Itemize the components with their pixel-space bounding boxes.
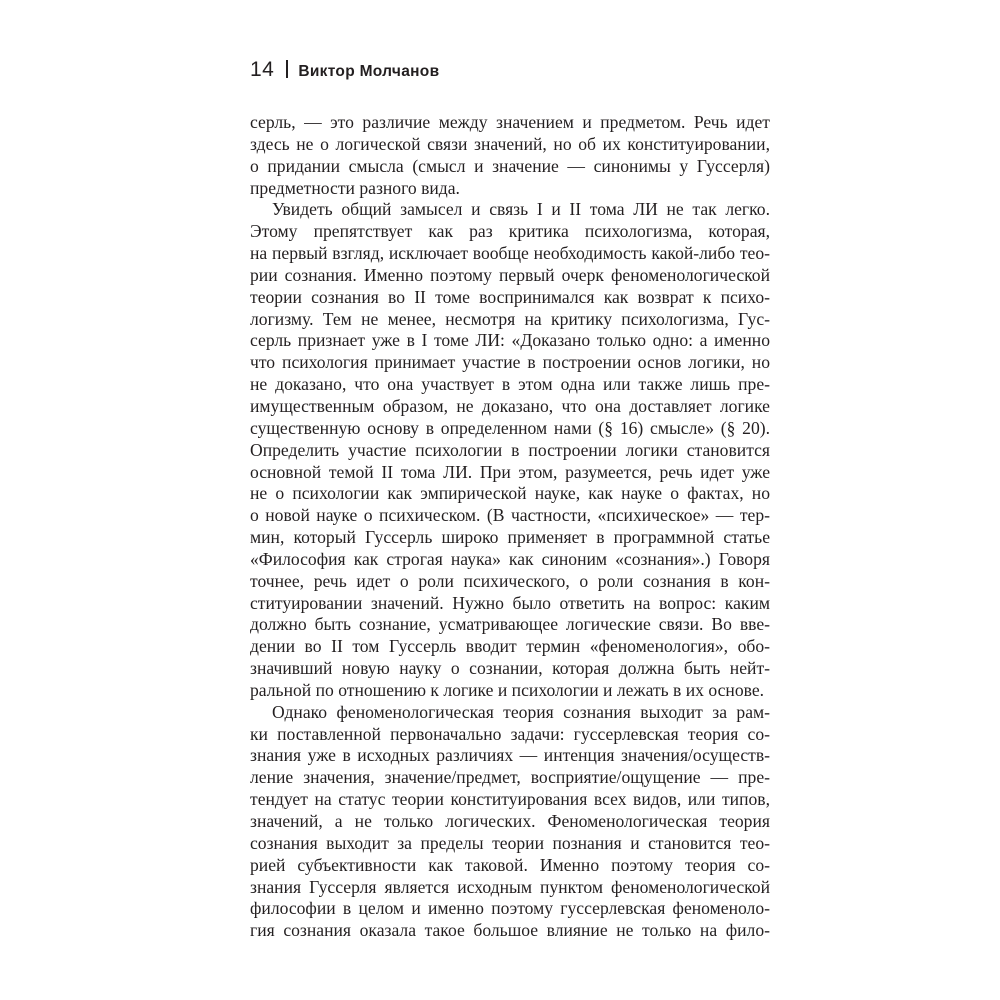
text-line: серль, — это различие между значением и предметом. Речь идет [250,112,770,132]
text-line: «Философия как строгая наука» как синоним «сознания».) Говоря [250,548,770,569]
running-head [250,58,439,84]
text-line: знания Гуссерля является исходным пунктом феноменологической [250,876,770,897]
paragraph [250,702,770,942]
text-line: на первый взгляд, исключает вообще необходимость какой-либо тео- [250,243,770,264]
text-line: точнее, речь идет о роли психического, о роли сознания в кон- [250,570,770,591]
text-line: знания уже в исходных различиях — интенция значения/осуществ- [250,745,770,766]
text-line: основной темой II тома ЛИ. При этом, разумеется, речь идет уже [250,461,770,482]
text-line: имущественным образом, не доказано, что она доставляет логике [250,395,770,416]
text-line: что психология принимает участие в построении основ логики, но [250,352,770,373]
text-line: Определить участие психологии в построении логики становится [250,439,770,460]
body-text [250,112,770,942]
text-line: ки поставленной первоначально задачи: гуссерлевская теория со- [250,723,770,744]
text-line: серль признает уже в I томе ЛИ: «Доказано только одно: а именно [250,330,770,351]
text-line: мин, который Гуссерль широко применяет в программной статье [250,527,770,548]
paragraph [250,112,770,199]
text-line: должно быть сознание, усматривающее логические связи. Во вве- [250,614,770,635]
text-line: предметности разного вида. [250,177,460,198]
text-line: Увидеть общий замысел и связь I и II тома ЛИ не так легко. [272,199,770,220]
text-line: гия сознания оказала такое большое влияние не только на фило- [250,920,770,941]
text-line: Этому препятствует как раз критика психологизма, которая, [250,221,770,242]
text-line: о придании смысла (смысл и значение — синонимы у Гуссерля) [250,155,770,176]
text-line: философии в целом и именно поэтому гуссерлевская феноменоло- [250,898,770,919]
text-line: не о психологии как эмпирической науке, как науке о фактах, но [250,483,770,504]
text-line: логизму. Тем не менее, несмотря на критику психологизма, Гус- [250,308,770,329]
header-separator [286,60,288,78]
author-name: Виктор Молчанов [298,63,440,80]
text-line: рией субъективности как таковой. Именно поэтому теория со- [250,854,770,875]
paragraph [250,199,770,701]
text-line: ральной по отношению к логике и психологии и лежать в их основе. [250,679,765,700]
text-line: сознания выходит за пределы теории познания и становится тео- [250,832,770,853]
text-line: ституировании значений. Нужно было ответить на вопрос: каким [250,592,770,613]
text-line: рии сознания. Именно поэтому первый очерк феноменологической [250,264,770,285]
text-line: дении во II том Гуссерль вводит термин «феноменология», обо- [250,636,770,657]
text-line: значений, а не только логических. Феноменологическая теория [250,811,770,831]
page-number: 14 [250,58,275,81]
text-line: Однако феноменологическая теория сознания выходит за рам- [272,701,770,722]
text-line: тендует на статус теории конституирования всех видов, или типов, [250,789,770,810]
text-line: о новой науке о психическом. (В частности, «психическое» — тер- [250,505,770,526]
text-line: не доказано, что она участвует в этом одна или также лишь пре- [250,374,770,395]
text-line: значивший новую науку о сознании, которая должна быть нейт- [250,658,770,679]
text-line: существенную основу в определенном нами (§ 16) смысле» (§ 20). [250,417,770,438]
text-line: теории сознания во II томе воспринимался как возврат к психо- [250,286,770,307]
text-line: здесь не о логической связи значений, но об их конституировании, [250,133,770,154]
text-line: ление значения, значение/предмет, восприятие/ощущение — пре- [250,767,770,788]
